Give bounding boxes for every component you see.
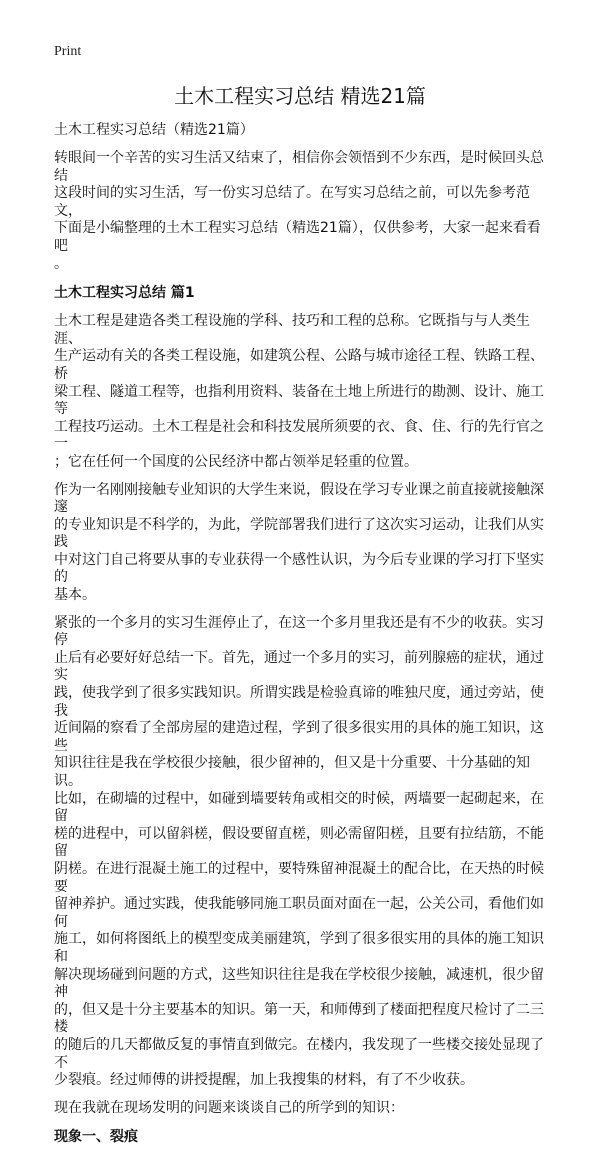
text-line: 阴槎。在进行混凝土施工的过程中，要特殊留神混凝土的配合比，在天热的时候要 bbox=[54, 860, 544, 895]
section-heading: 现象一、裂痕 bbox=[54, 1129, 138, 1146]
document-subtitle: 土木工程实习总结（精选21篇） bbox=[54, 122, 254, 138]
text-line: 槎的进程中，可以留斜槎，假设要留直槎，则必需留阳槎，且要有拉结筋，不能留 bbox=[54, 825, 544, 860]
text-line: 土木工程是建造各类工程设施的学科、技巧和工程的总称。它既指与与人类生涯、 bbox=[54, 313, 530, 347]
text-line: 的随后的几天都做反复的事情直到做完。在楼内，我发现了一些楼交接处显现了不 bbox=[54, 1036, 544, 1071]
body-paragraph bbox=[54, 615, 549, 1090]
section-heading: 土木工程实习总结 篇1 bbox=[54, 285, 195, 302]
intro-paragraph bbox=[54, 150, 549, 273]
text-line: 下面是小编整理的土木工程实习总结（精选21篇），仅供参考，大家一起来看看吧 bbox=[54, 220, 541, 254]
text-line: 紧张的一个多月的实习生涯停止了，在这一个多月里我还是有不少的收获。实习停 bbox=[54, 614, 544, 649]
text-line: 施工，如何将图纸上的模型变成美丽建筑，学到了很多很实用的具体的施工知识和 bbox=[54, 931, 544, 965]
text-line: 的，但又是十分主要基本的知识。第一天，和师傅到了楼面把程度尺检讨了二三楼 bbox=[54, 1001, 544, 1036]
text-line: 的专业知识是不科学的，为此，学院部署我们进行了这次实习运动，让我们从实践 bbox=[54, 516, 544, 551]
print-link[interactable]: Print bbox=[54, 44, 82, 59]
text-line: 转眼间一个辛苦的实习生活又结束了，相信你会领悟到不少东西，是时候回头总结 bbox=[54, 150, 544, 184]
text-line: 比如，在砌墙的过程中，如碰到墙要转角或相交的时候，两墙要一起砌起来，在留 bbox=[54, 790, 544, 825]
body-paragraph bbox=[54, 313, 549, 471]
page-title: 土木工程实习总结 精选21篇 bbox=[174, 84, 426, 108]
text-line: ；它在任何一个国度的公民经济中都占领举足轻重的位置。 bbox=[54, 453, 418, 470]
body-paragraph bbox=[54, 1100, 549, 1118]
text-line: 工程技巧运动。土木工程是社会和科技发展所须要的衣、食、住、行的先行官之一 bbox=[54, 418, 544, 453]
body-paragraph bbox=[54, 482, 549, 605]
text-line: 。 bbox=[54, 255, 68, 272]
text-line: 留神养护。通过实践，使我能够同施工职员面对面在一起，公关公司，看他们如何 bbox=[54, 896, 544, 930]
text-line: 践，使我学到了很多实践知识。所谓实践是检验真谛的唯独尺度，通过旁站，使我 bbox=[54, 685, 544, 719]
text-line: 知识往往是我在学校很少接触，很少留神的，但又是十分重要、十分基础的知识。 bbox=[54, 755, 530, 789]
text-line: 梁工程、隧道工程等，也指利用资料、装备在土地上所进行的勘测、设计、施工等 bbox=[54, 383, 544, 418]
text-line: 近间隔的察看了全部房屋的建造过程，学到了很多很实用的具体的施工知识，这些 bbox=[54, 720, 544, 754]
text-line: 中对这门自己将要从事的专业获得一个感性认识，为今后专业课的学习打下坚实的 bbox=[54, 551, 544, 586]
text-line: 少裂痕。经过师傅的讲授提醒，加上我搜集的材料，有了不少收获。 bbox=[54, 1072, 474, 1089]
text-line: 生产运动有关的各类工程设施，如建筑公程、公路与城市途径工程、铁路工程、桥 bbox=[54, 348, 544, 382]
text-line: 作为一名刚刚接触专业知识的大学生来说，假设在学习专业课之前直接就接触深邃 bbox=[54, 481, 544, 516]
text-line: 止后有必要好好总结一下。首先，通过一个多月的实习，前列腺癌的症状，通过实 bbox=[54, 649, 544, 684]
text-line: 这段时间的实习生活，写一份实习总结了。在写实习总结之前，可以先参考范文， bbox=[54, 185, 530, 219]
text-line: 解决现场碰到问题的方式，这些知识往往是我在学校很少接触，减速机，很少留神 bbox=[54, 966, 544, 1001]
text-line: 基本。 bbox=[54, 587, 96, 604]
text-line: 现在我就在现场发明的问题来谈谈自己的所学到的知识： bbox=[54, 1099, 404, 1116]
document-body bbox=[54, 120, 549, 1157]
